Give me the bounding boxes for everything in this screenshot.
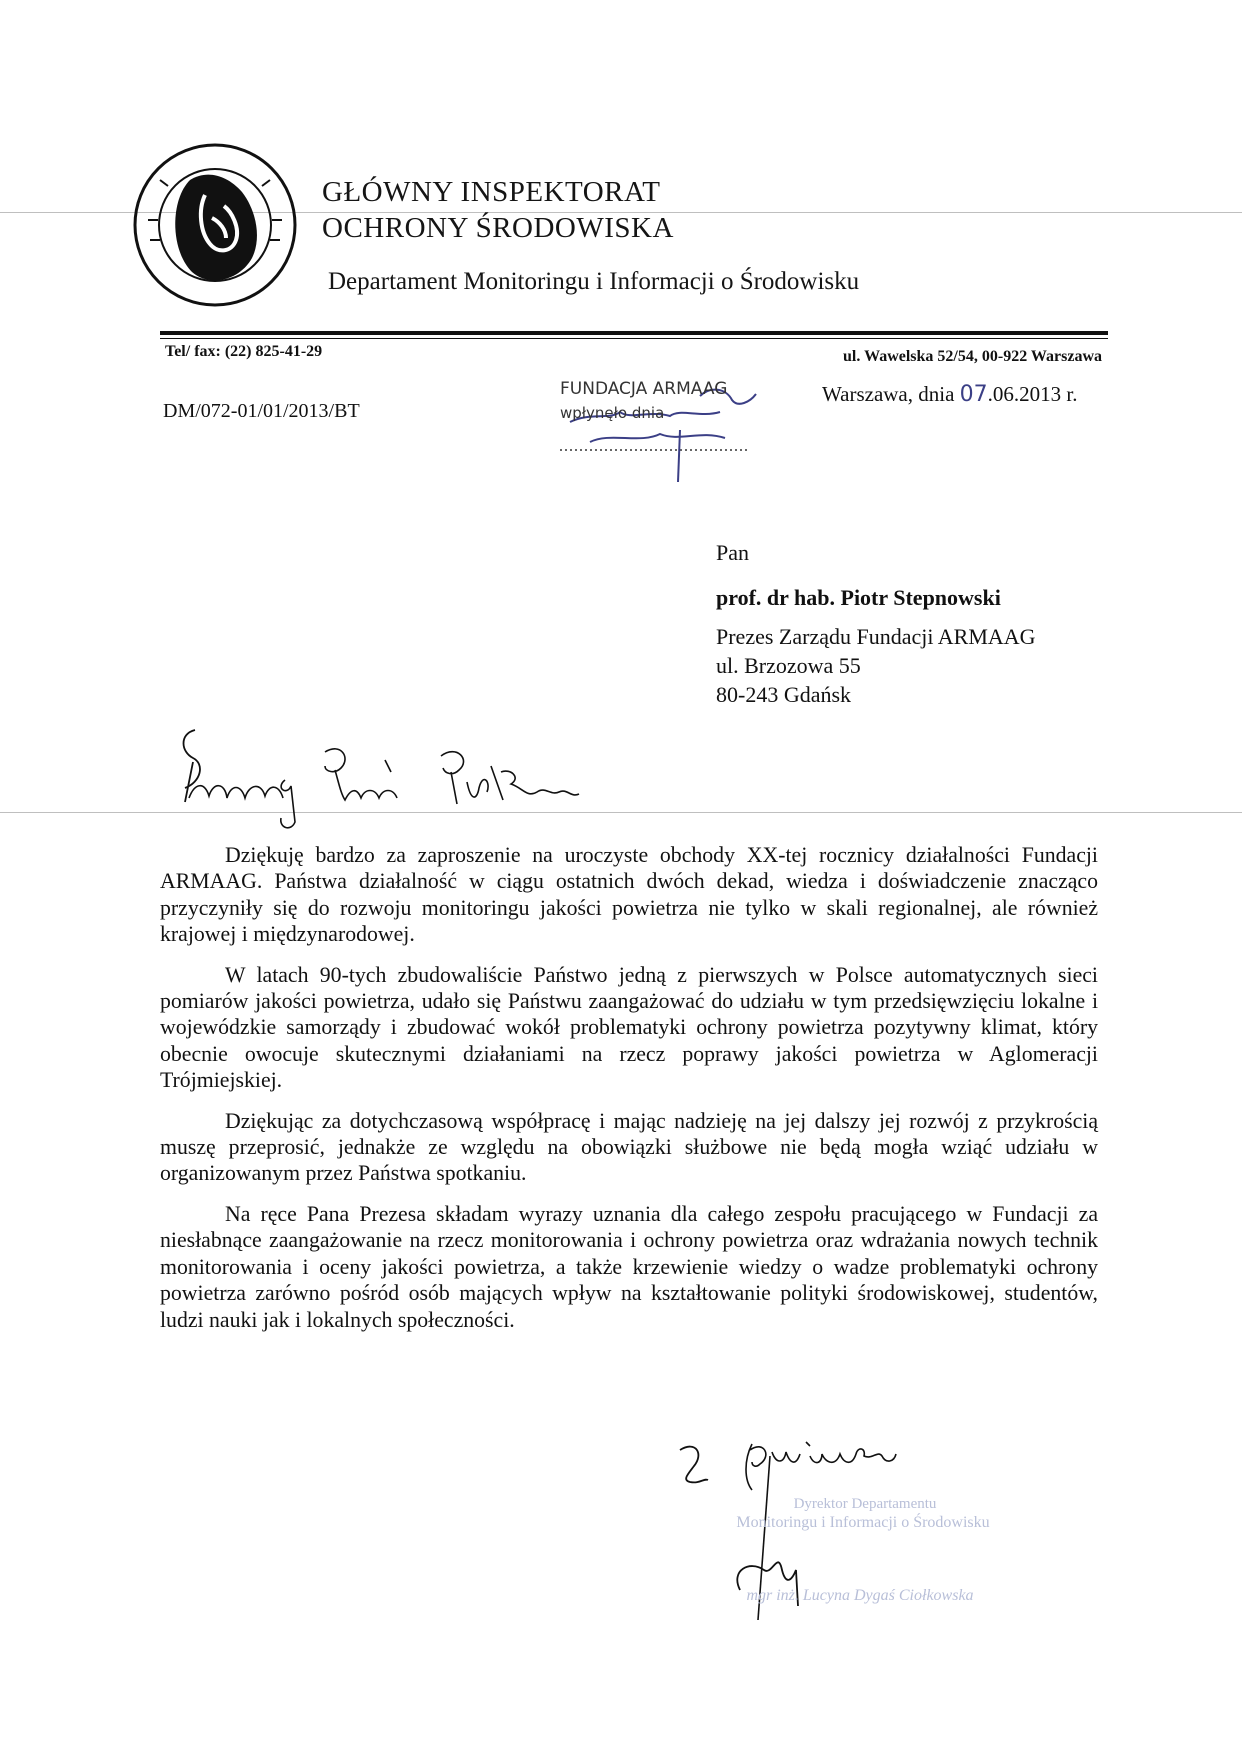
letter-body <box>160 842 1098 1347</box>
recipient-name: prof. dr hab. Piotr Stepnowski <box>716 585 1001 610</box>
signatory-role: Dyrektor Departamentu <box>793 1496 937 1512</box>
org-name-line1: GŁÓWNY INSPEKTORAT <box>322 176 661 208</box>
recipient-city: 80-243 Gdańsk <box>716 682 852 707</box>
handwritten-greeting <box>175 722 655 837</box>
stamp-received-label: wpłynęło dnia <box>560 404 665 422</box>
recipient-salutation: Pan <box>716 540 749 565</box>
tel-fax: Tel/ fax: (22) 825-41-29 <box>165 343 323 360</box>
letter-date <box>822 382 1078 407</box>
header-rule <box>160 331 1108 335</box>
recipient-position: Prezes Zarządu Fundacji ARMAAG <box>716 624 1036 649</box>
header-rule-thin <box>160 338 1108 339</box>
stamp-organization: FUNDACJA ARMAAG <box>560 379 728 399</box>
recipient-street: ul. Brzozowa 55 <box>716 653 861 678</box>
body-paragraph-1: Dziękuję bardzo za zaproszenie na uroczyste obchody XX-tej rocznicy działalności Fundacji ARMAAG. Państwa działalność w ciągu ostatnich dwóch dekad, wiedza i doświadczenie znacząco przyczyniły się do rozwoju monitoringu jakości powietrza nie tylko w skali regionalnej, ale również krajowej i międzynarodowej. <box>160 843 1098 947</box>
date-prefix: Warszawa, dnia <box>822 382 955 406</box>
body-paragraph-4: Na ręce Pana Prezesa składam wyrazy uznania dla całego zespołu pracującego w Fundacji za niesłabnące zaangażowanie na rzecz monitorowania i ochrony powietrza oraz wdrażania nowych technik monitorowania i oceny jakości powietrza, a także krzewienie wiedzy o wadze problematyki ochrony powietrza zarówno pośród osób mających wpływ na kształtowanie polityki środowiskowej, studentów, ludzi nauki jak i lokalnych społeczności. <box>160 1201 1098 1332</box>
reference-number: DM/072-01/01/2013/BT <box>163 400 360 422</box>
sender-address: ul. Wawelska 52/54, 00-922 Warszawa <box>843 348 1102 365</box>
signatory-name: mgr inż. Lucyna Dygaś Ciołkowska <box>746 1587 974 1604</box>
signatory-department: Monitoringu i Informacji o Środowisku <box>736 1514 990 1531</box>
inspectorate-seal-logo <box>130 140 300 310</box>
date-handwritten-day: 07 <box>959 382 988 407</box>
body-paragraph-3: Dziękując za dotychczasową współpracę i mając nadzieję na jej dalszy jej rozwój z przykrością muszę przeprosić, jednakże ze względu na obowiązki służbowe nie będą mogła wziąć udziału w organizowanym przez Państwa spotkaniu. <box>160 1108 1098 1186</box>
org-name-line2: OCHRONY ŚRODOWISKA <box>322 212 674 244</box>
date-suffix: .06.2013 r. <box>987 382 1078 406</box>
body-paragraph-2: W latach 90-tych zbudowaliście Państwo jedną z pierwszych w Polsce automatycznych sieci pomiarów jakości powietrza, udało się Państwu zaangażować do udziału w tym przedsięwzięciu lokalne i wojewódzkie samorządy i zbudować wokół problematyki ochrony powietrza pozytywny klimat, który obecnie owocuje skutecznymi działaniami na rzecz poprawy jakości powietrza w Aglomeracji Trójmiejskiej. <box>160 962 1098 1093</box>
department-name: Departament Monitoringu i Informacji o Środowisku <box>328 268 860 295</box>
